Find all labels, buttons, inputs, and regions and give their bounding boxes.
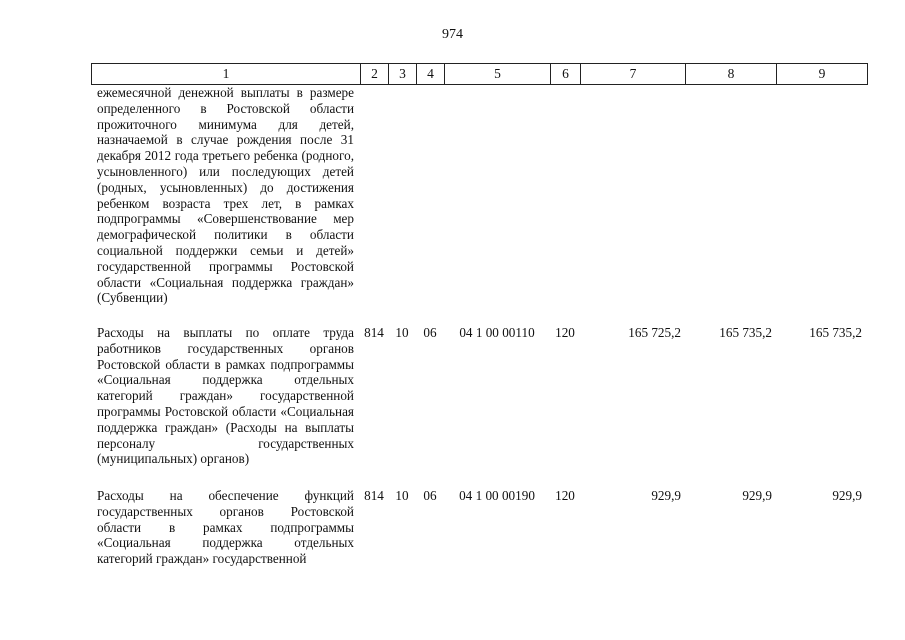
row-col-4: 06	[423, 488, 437, 503]
header-col-7: 7	[581, 64, 686, 84]
table-row	[91, 85, 360, 306]
row-col-6: 120	[555, 325, 575, 340]
row-col-3: 10	[395, 488, 409, 503]
table-row	[91, 325, 866, 467]
header-col-3: 3	[389, 64, 417, 84]
row-col-8: 929,9	[742, 488, 772, 503]
row-col-4: 06	[423, 325, 437, 340]
row-description: ежемесячной денежной выплаты в размере определенного в Ростовской области прожиточного минимума для детей, назначаемой в случае рождения после 31 декабря 2012 года третьего ребенка (родного, усыновленного) или последующих детей (родных, усыновленных) до достижения ребенком возраста трех лет, в рамках подпрограммы «Совершенствование мер демографической политики в области социальной поддержки семьи и детей» государственной программы Ростовской области «Социальная поддержка граждан» (Субвенции)	[97, 85, 354, 306]
header-col-1: 1	[92, 64, 361, 84]
row-col-8: 165 735,2	[719, 325, 772, 340]
row-description: Расходы на обеспечение функций государственных органов Ростовской области в рамках подпрограммы «Социальная поддержка отдельных категорий граждан» государственной	[97, 488, 354, 567]
row-col-3: 10	[395, 325, 409, 340]
header-col-9: 9	[818, 66, 826, 81]
row-col-2: 814	[364, 488, 384, 503]
row-col-9: 929,9	[832, 488, 862, 503]
page-number: 974	[442, 27, 463, 42]
row-col-7: 165 725,2	[628, 325, 681, 340]
header-col-6: 6	[551, 64, 581, 84]
header-col-5: 5	[445, 64, 551, 84]
row-col-2: 814	[364, 325, 384, 340]
row-description: Расходы на выплаты по оплате труда работников государственных органов Ростовской области в рамках подпрограммы «Социальная поддержка отдельных категорий граждан» государственной программы Ростовской области «Социальная поддержка граждан» (Расходы на выплаты персоналу государственных (муниципальных) органов)	[97, 325, 354, 467]
table-row	[91, 488, 866, 567]
header-col-8: 8	[686, 64, 777, 84]
row-col-9: 165 735,2	[809, 325, 862, 340]
header-col-4: 4	[417, 64, 445, 84]
row-col-7: 929,9	[651, 488, 681, 503]
row-col-5: 04 1 00 00110	[459, 325, 535, 340]
header-col-2: 2	[361, 64, 389, 84]
row-col-5: 04 1 00 00190	[459, 488, 535, 503]
table-header	[91, 63, 868, 85]
row-col-6: 120	[555, 488, 575, 503]
